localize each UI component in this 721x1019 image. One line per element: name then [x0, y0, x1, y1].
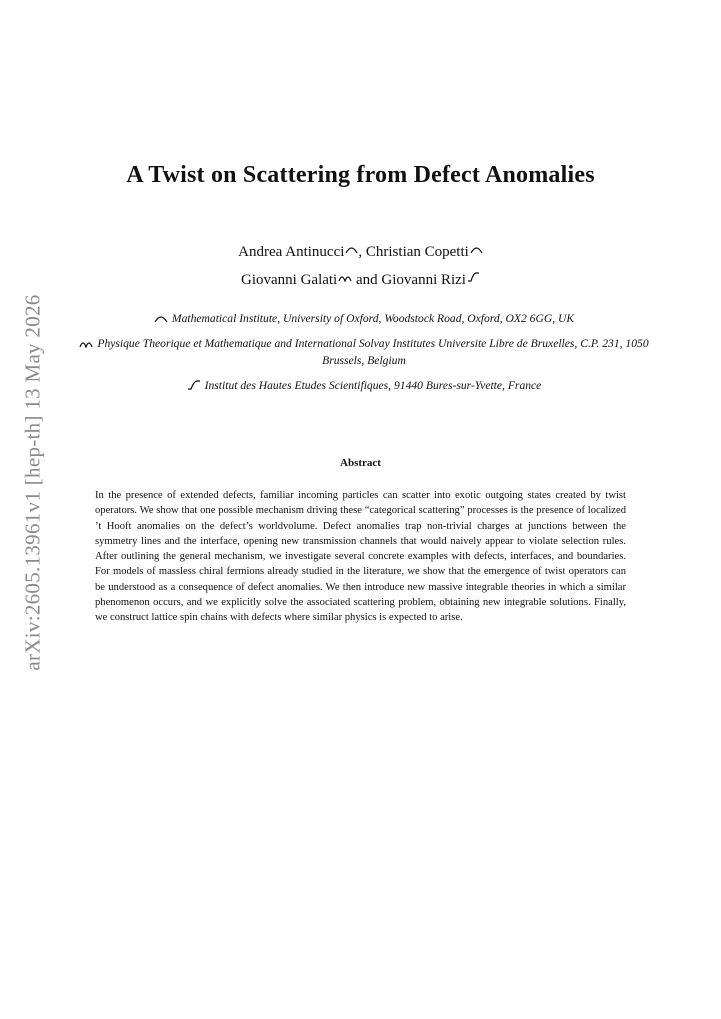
double-hat-icon — [338, 272, 352, 282]
step-icon — [187, 380, 201, 390]
step-icon — [467, 272, 480, 282]
hat-icon — [345, 245, 358, 254]
hat-icon — [470, 245, 483, 254]
abstract-body: In the presence of extended defects, familiar incoming particles can scatter into exotic outgoing states created by twist operators. We show that one possible mechanism driving these “categorical scattering” processes is the presence of localized ’t Hooft anomalies on the defect’s worldvolume. Defect anomalies trap non-trivial charges at junctions between the symmetry lines and the interface, opening new transmission channels that would naively appear to violate selection rules. After outlining the general mechanism, we investigate several concrete examples with defects, interfaces, and boundaries. For models of massless chiral fermions already studied in the literature, we show that the emergence of twist operators can be understood as a consequence of defect anomalies. We then introduce new massive integrable theories in which a similar phenomenon occurs, and we explicitly solve the associated scattering problem, obtaining new integrable solutions. Finally, we construct lattice spin chains with defects where similar physics is expected to arise. — [95, 490, 626, 624]
author-name: Giovanni Rizi — [381, 272, 466, 288]
double-hat-icon — [79, 338, 93, 348]
author-name: Christian Copetti — [365, 244, 469, 260]
affiliation-brussels — [64, 335, 664, 369]
affiliation-text: Institut des Hautes Etudes Scientifiques, 91440 Bures-sur-Yvette, France — [204, 379, 542, 392]
paper-title: A Twist on Scattering from Defect Anomalies — [126, 162, 595, 188]
affiliation-ihes — [64, 377, 664, 394]
author-separator: , — [358, 244, 366, 260]
author-line-1 — [0, 238, 721, 266]
hat-icon — [154, 313, 168, 323]
author-name: Giovanni Galati — [241, 272, 338, 288]
author-name: Andrea Antinucci — [238, 244, 345, 260]
affiliation-text: Physique Theorique et Mathematique and International Solvay Institutes Universite Libre de Bruxelles, C.P. 231, 1050 Brussels, Belgium — [97, 337, 649, 367]
author-list — [0, 238, 721, 294]
abstract-heading: Abstract — [340, 457, 381, 469]
author-separator: and — [352, 272, 382, 288]
affiliation-oxford — [64, 310, 664, 327]
arxiv-identifier-text: arXiv:2605.13961v1 [hep-th] 13 May 2026 — [20, 293, 45, 671]
arxiv-identifier-stamp — [18, 292, 48, 672]
affiliation-text: Mathematical Institute, University of Oxford, Woodstock Road, Oxford, OX2 6GG, UK — [171, 312, 575, 325]
affiliations — [64, 310, 664, 402]
author-line-2 — [0, 266, 721, 294]
